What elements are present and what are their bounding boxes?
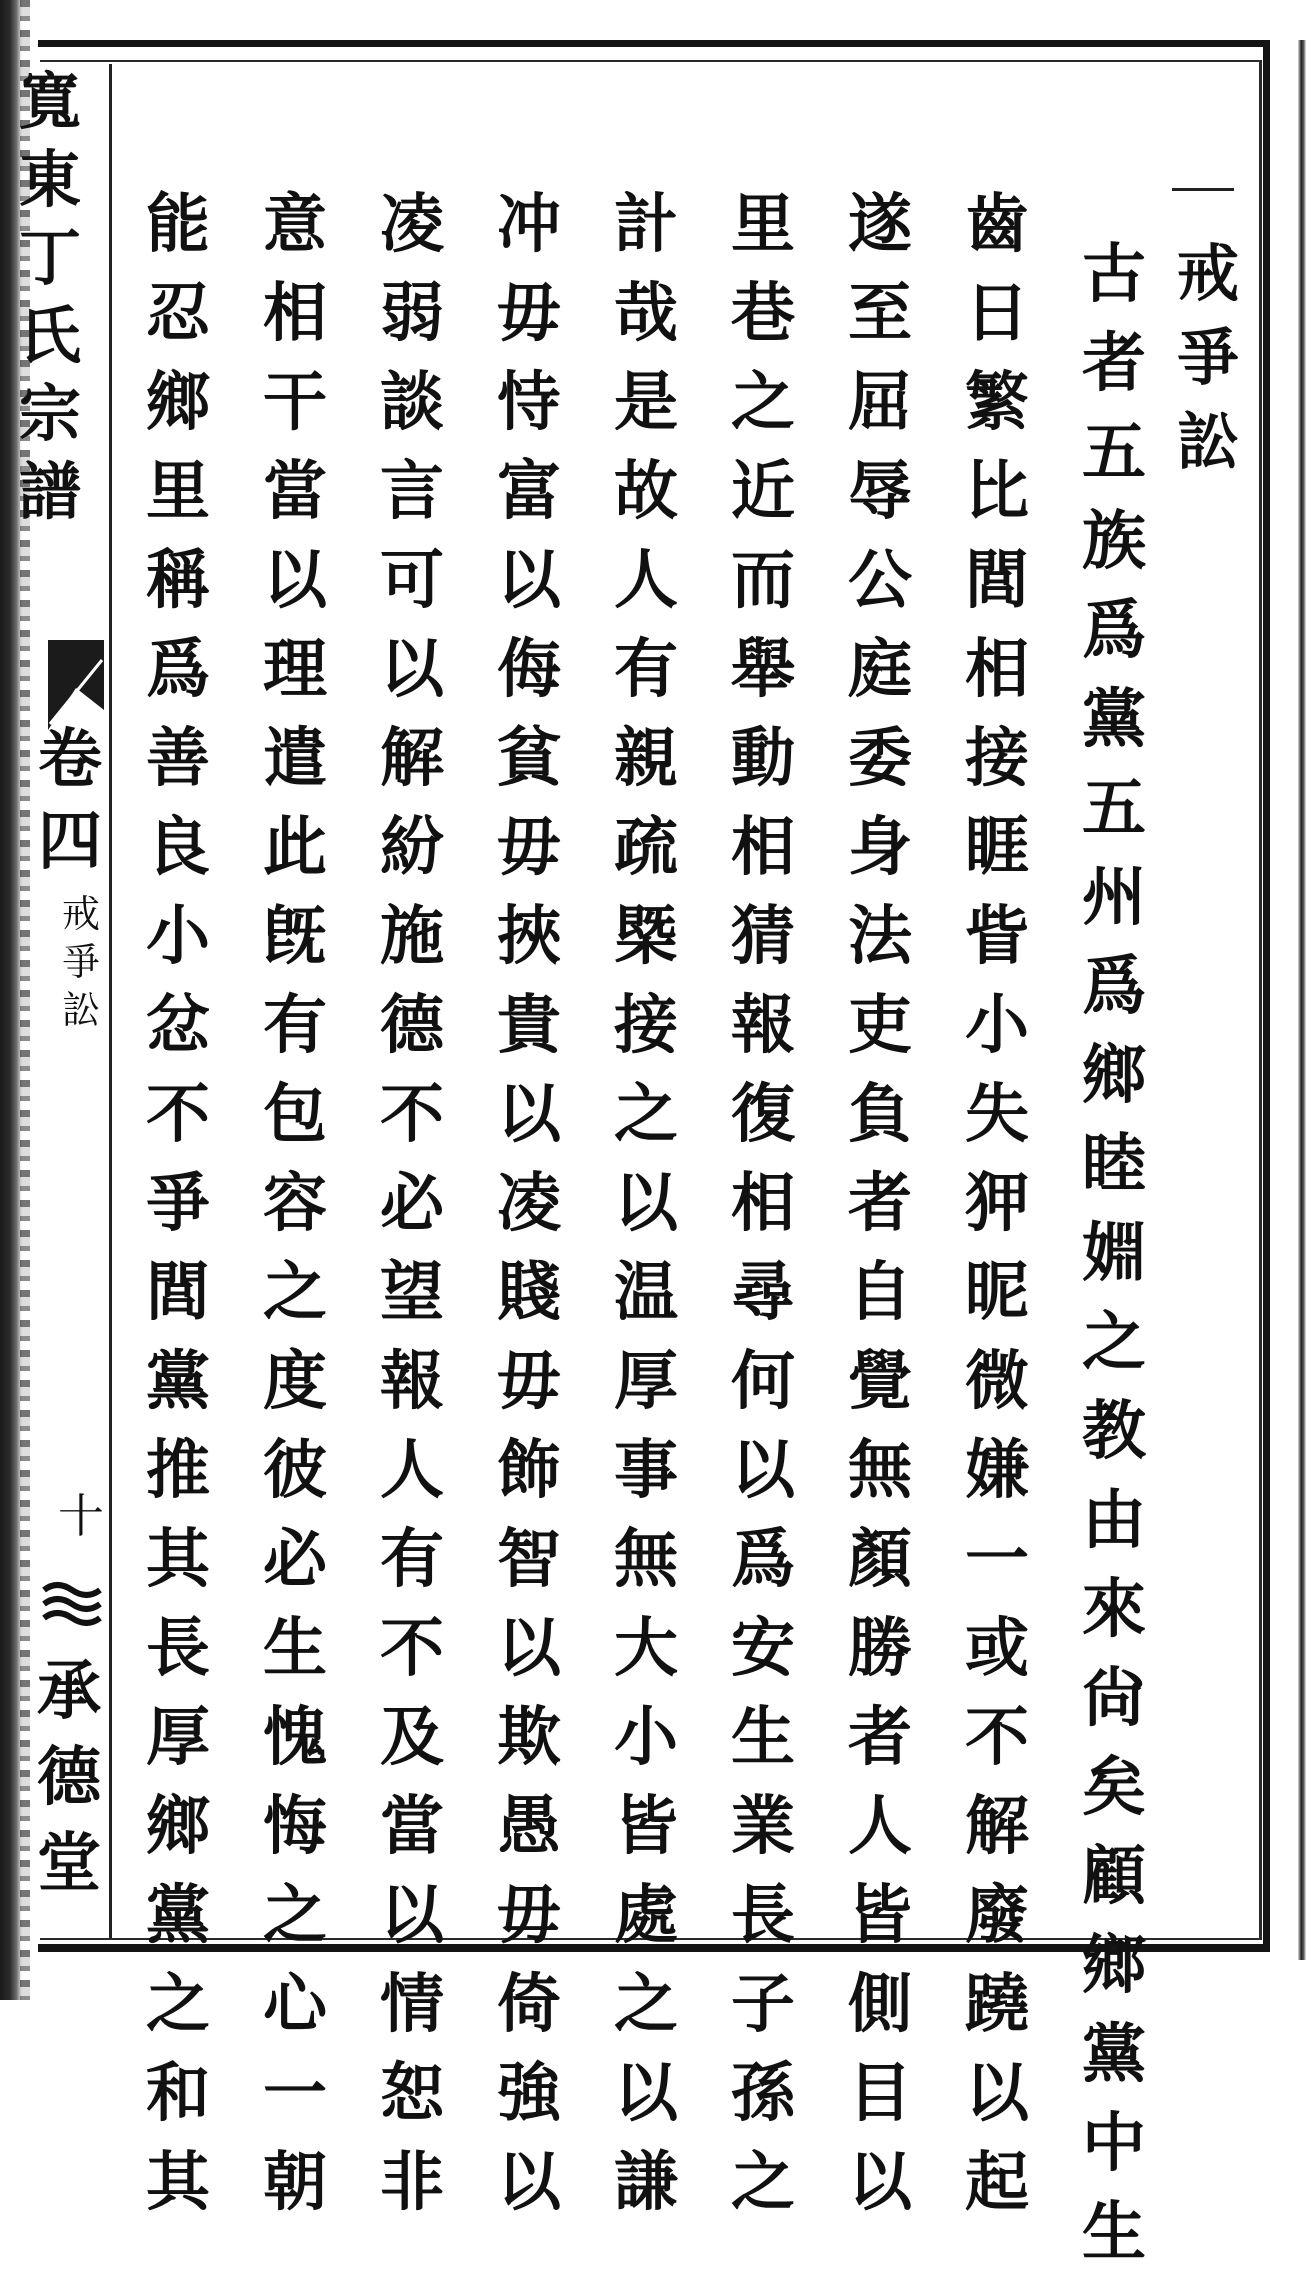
text-char: 紛	[380, 810, 444, 885]
text-char: 廢	[965, 1878, 1029, 1953]
text-char: 侮	[497, 632, 561, 707]
text-char: 接	[965, 721, 1029, 796]
text-char: 狎	[965, 1166, 1029, 1241]
title-char: 丁	[18, 221, 81, 294]
text-char: 目	[848, 2056, 912, 2131]
text-char: 族	[1082, 504, 1146, 579]
text-char: 睦	[1082, 1127, 1146, 1202]
text-char: 有	[263, 988, 327, 1063]
text-column	[942, 180, 1052, 2227]
text-char: 度	[263, 1344, 327, 1419]
text-char: 有	[614, 632, 678, 707]
text-char: 長	[146, 1611, 210, 1686]
text-char: 言	[380, 454, 444, 529]
text-char: 猜	[731, 899, 795, 974]
text-char: 恕	[380, 2056, 444, 2131]
text-char: 包	[263, 1077, 327, 1152]
text-char: 繁	[965, 365, 1029, 440]
text-char: 庭	[848, 632, 912, 707]
text-char: 恃	[497, 365, 561, 440]
text-char: 親	[614, 721, 678, 796]
text-char: 必	[263, 1522, 327, 1597]
text-char: 挾	[497, 899, 561, 974]
text-char: 欺	[497, 1700, 561, 1775]
text-char: 厚	[614, 1344, 678, 1419]
text-char: 齒	[965, 187, 1029, 262]
volume-char: 四	[38, 804, 102, 879]
text-char: 計	[614, 187, 678, 262]
text-char: 閭	[965, 543, 1029, 618]
text-char: 遂	[848, 187, 912, 262]
text-char: 以	[848, 2145, 912, 2220]
text-char: 比	[965, 454, 1029, 529]
text-char: 蹺	[965, 1967, 1029, 2042]
text-char: 之	[731, 365, 795, 440]
title-char: 宗	[18, 377, 81, 450]
genealogy-title	[14, 64, 86, 532]
text-char: 婣	[1082, 1216, 1146, 1291]
text-char: 爲	[146, 632, 210, 707]
text-char: 黨	[146, 1344, 210, 1419]
text-char: 容	[263, 1166, 327, 1241]
title-char: 東	[18, 143, 81, 216]
text-char: 尙	[1082, 1661, 1146, 1736]
text-char: 忍	[146, 276, 210, 351]
text-char: 不	[965, 1700, 1029, 1775]
text-char: 以	[731, 1433, 795, 1508]
text-char: 中	[1082, 2106, 1146, 2181]
text-char: 報	[380, 1344, 444, 1419]
text-char: 情	[380, 1967, 444, 2042]
volume-char: 卷	[38, 722, 102, 797]
text-char: 以	[497, 2145, 561, 2220]
text-char: 是	[614, 365, 678, 440]
text-char: 爭	[146, 1166, 210, 1241]
text-char: 以	[614, 1166, 678, 1241]
text-char: 側	[848, 1967, 912, 2042]
text-char: 理	[263, 632, 327, 707]
text-char: 人	[848, 1789, 912, 1864]
text-char: 孫	[731, 2056, 795, 2131]
text-char: 朝	[263, 2145, 327, 2220]
text-char: 相	[965, 632, 1029, 707]
text-char: 舉	[731, 632, 795, 707]
text-char: 鄉	[1082, 1038, 1146, 1113]
text-char: 以	[965, 2056, 1029, 2131]
text-char: 冲	[497, 187, 561, 262]
text-char: 槩	[614, 899, 678, 974]
hall-char: 德	[37, 1740, 101, 1815]
text-char: 之	[146, 1967, 210, 2042]
text-char: 起	[965, 2145, 1029, 2220]
heading-char: 爭	[1176, 321, 1239, 394]
text-column	[708, 180, 818, 2227]
text-char: 鄉	[146, 1789, 210, 1864]
text-char: 五	[1082, 415, 1146, 490]
text-char: 凌	[380, 187, 444, 262]
volume-label	[30, 720, 110, 884]
body-text	[114, 150, 1254, 2270]
text-char: 厚	[146, 1700, 210, 1775]
text-char: 爲	[1082, 593, 1146, 668]
text-char: 毋	[497, 1878, 561, 1953]
text-char: 至	[848, 276, 912, 351]
text-char: 負	[848, 1077, 912, 1152]
text-char: 之	[614, 1077, 678, 1152]
text-char: 勝	[848, 1611, 912, 1686]
text-char: 生	[1082, 2195, 1146, 2270]
page-number: 十	[58, 1489, 104, 1543]
section-title-small	[58, 890, 104, 1034]
text-char: 一	[965, 1522, 1029, 1597]
text-char: 者	[848, 1166, 912, 1241]
text-char: 愚	[497, 1789, 561, 1864]
text-char: 一	[263, 2056, 327, 2131]
section-char: 爭	[61, 940, 100, 984]
text-char: 稱	[146, 543, 210, 618]
text-char: 眥	[965, 899, 1029, 974]
text-char: 皆	[848, 1878, 912, 1953]
text-char: 不	[380, 1611, 444, 1686]
text-char: 報	[731, 988, 795, 1063]
text-char: 以	[263, 543, 327, 618]
text-char: 教	[1082, 1394, 1146, 1469]
section-char: 戒	[61, 892, 100, 936]
text-char: 或	[965, 1611, 1029, 1686]
text-char: 其	[146, 2145, 210, 2220]
text-char: 凌	[497, 1166, 561, 1241]
text-char: 旣	[263, 899, 327, 974]
text-char: 其	[146, 1522, 210, 1597]
text-char: 以	[380, 1878, 444, 1953]
text-char: 安	[731, 1611, 795, 1686]
text-char: 之	[614, 1967, 678, 2042]
fish-tail-mark-icon	[46, 640, 106, 730]
text-char: 毋	[497, 276, 561, 351]
text-char: 州	[1082, 860, 1146, 935]
text-char: 遣	[263, 721, 327, 796]
text-char: 及	[380, 1700, 444, 1775]
text-char: 里	[146, 454, 210, 529]
text-char: 賤	[497, 1255, 561, 1330]
text-char: 毋	[497, 810, 561, 885]
heading-char: 訟	[1176, 405, 1239, 478]
text-char: 屈	[848, 365, 912, 440]
text-char: 干	[263, 365, 327, 440]
text-char: 和	[146, 2056, 210, 2131]
text-char: 心	[263, 1967, 327, 2042]
text-char: 談	[380, 365, 444, 440]
text-char: 彼	[263, 1433, 327, 1508]
text-char: 自	[848, 1255, 912, 1330]
text-char: 古	[1082, 237, 1146, 312]
text-char: 不	[380, 1077, 444, 1152]
text-char: 哉	[614, 276, 678, 351]
text-char: 矣	[1082, 1750, 1146, 1825]
text-char: 此	[263, 810, 327, 885]
title-char: 寬	[18, 65, 81, 138]
text-char: 接	[614, 988, 678, 1063]
text-char: 處	[614, 1878, 678, 1953]
text-char: 里	[731, 187, 795, 262]
text-char: 必	[380, 1166, 444, 1241]
text-char: 之	[731, 2145, 795, 2220]
text-char: 復	[731, 1077, 795, 1152]
text-char: 人	[380, 1433, 444, 1508]
text-char: 悔	[263, 1789, 327, 1864]
text-char: 當	[263, 454, 327, 529]
text-char: 以	[614, 2056, 678, 2131]
text-char: 可	[380, 543, 444, 618]
section-char: 訟	[61, 988, 100, 1032]
text-char: 故	[614, 454, 678, 529]
text-char: 倚	[497, 1967, 561, 2042]
text-char: 睚	[965, 810, 1029, 885]
text-char: 温	[614, 1255, 678, 1330]
text-char: 鄉	[1082, 1928, 1146, 2003]
text-char: 意	[263, 187, 327, 262]
text-column	[474, 180, 584, 2227]
text-char: 皆	[614, 1789, 678, 1864]
text-char: 五	[1082, 771, 1146, 846]
hall-name	[26, 1650, 112, 1908]
text-char: 之	[263, 1878, 327, 1953]
text-char: 忿	[146, 988, 210, 1063]
text-char: 無	[848, 1433, 912, 1508]
text-char: 爲	[731, 1522, 795, 1597]
title-char: 譜	[18, 455, 81, 528]
text-char: 謙	[614, 2145, 678, 2220]
text-char: 事	[614, 1433, 678, 1508]
text-char: 貧	[497, 721, 561, 796]
text-char: 解	[965, 1789, 1029, 1864]
text-char: 解	[380, 721, 444, 796]
text-char: 尋	[731, 1255, 795, 1330]
text-char: 閭	[146, 1255, 210, 1330]
text-char: 德	[380, 988, 444, 1063]
wave-mark-icon	[42, 1580, 102, 1628]
text-char: 來	[1082, 1572, 1146, 1647]
text-char: 近	[731, 454, 795, 529]
text-char: 望	[380, 1255, 444, 1330]
text-char: 昵	[965, 1255, 1029, 1330]
text-char: 之	[1082, 1305, 1146, 1380]
text-char: 以	[497, 1611, 561, 1686]
text-char: 生	[731, 1700, 795, 1775]
hall-char: 堂	[37, 1826, 101, 1901]
text-char: 飾	[497, 1433, 561, 1508]
text-char: 貴	[497, 988, 561, 1063]
text-char: 不	[146, 1077, 210, 1152]
text-char: 能	[146, 187, 210, 262]
text-char: 以	[380, 632, 444, 707]
text-char: 由	[1082, 1483, 1146, 1558]
text-char: 身	[848, 810, 912, 885]
text-char: 子	[731, 1967, 795, 2042]
text-char: 辱	[848, 454, 912, 529]
text-column	[825, 180, 935, 2227]
text-char: 善	[146, 721, 210, 796]
text-char: 者	[848, 1700, 912, 1775]
text-char: 黨	[1082, 2017, 1146, 2092]
text-char: 有	[380, 1522, 444, 1597]
text-char: 委	[848, 721, 912, 796]
text-char: 相	[731, 810, 795, 885]
text-char: 智	[497, 1522, 561, 1597]
text-column	[357, 180, 467, 2227]
text-char: 嫌	[965, 1433, 1029, 1508]
text-char: 非	[380, 2145, 444, 2220]
text-char: 當	[380, 1789, 444, 1864]
text-char: 弱	[380, 276, 444, 351]
text-column	[123, 180, 233, 2227]
title-char: 氏	[18, 299, 81, 372]
text-char: 相	[731, 1166, 795, 1241]
text-char: 人	[614, 543, 678, 618]
text-char: 業	[731, 1789, 795, 1864]
text-char: 毋	[497, 1344, 561, 1419]
text-char: 施	[380, 899, 444, 974]
text-char: 黨	[146, 1878, 210, 1953]
text-char: 大	[614, 1611, 678, 1686]
text-char: 推	[146, 1433, 210, 1508]
text-char: 公	[848, 543, 912, 618]
text-char: 無	[614, 1522, 678, 1597]
text-char: 以	[497, 543, 561, 618]
text-char: 強	[497, 2056, 561, 2131]
text-char: 愧	[263, 1700, 327, 1775]
text-char: 之	[263, 1255, 327, 1330]
text-char: 動	[731, 721, 795, 796]
text-column	[591, 180, 701, 2227]
text-column	[240, 180, 350, 2227]
text-char: 鄉	[146, 365, 210, 440]
heading-char: 戒	[1176, 237, 1239, 310]
text-char: 而	[731, 543, 795, 618]
text-char: 小	[614, 1700, 678, 1775]
text-char: 以	[497, 1077, 561, 1152]
text-char: 日	[965, 276, 1029, 351]
right-page-edge	[1298, 40, 1306, 1960]
text-char: 疏	[614, 810, 678, 885]
text-char: 富	[497, 454, 561, 529]
text-char: 小	[146, 899, 210, 974]
text-char: 顏	[848, 1522, 912, 1597]
text-char: 長	[731, 1878, 795, 1953]
text-char: 黨	[1082, 682, 1146, 757]
text-char: 者	[1082, 326, 1146, 401]
text-column	[1059, 230, 1169, 2277]
text-char: 相	[263, 276, 327, 351]
text-char: 失	[965, 1077, 1029, 1152]
text-char: 法	[848, 899, 912, 974]
text-char: 顧	[1082, 1839, 1146, 1914]
text-char: 良	[146, 810, 210, 885]
text-char: 巷	[731, 276, 795, 351]
text-char: 小	[965, 988, 1029, 1063]
text-char: 生	[263, 1611, 327, 1686]
text-char: 微	[965, 1344, 1029, 1419]
hall-char: 承	[37, 1654, 101, 1729]
text-char: 何	[731, 1344, 795, 1419]
text-char: 爲	[1082, 949, 1146, 1024]
text-char: 吏	[848, 988, 912, 1063]
text-char: 覺	[848, 1344, 912, 1419]
